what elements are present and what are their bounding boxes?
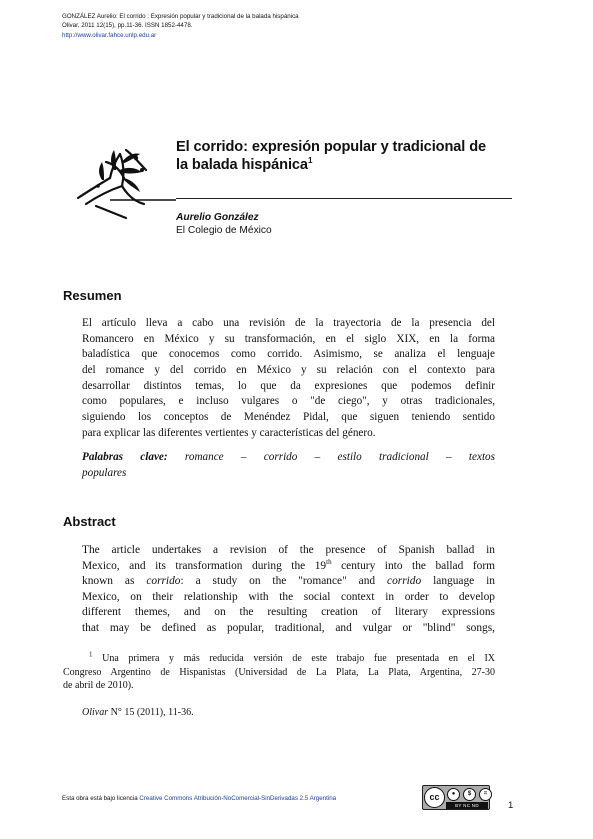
keywords-line-1: [82, 450, 495, 466]
footnote: [63, 652, 495, 693]
abstract-line: different themes, and on the resulting creation of literary expressions: [82, 606, 495, 619]
abstract-line: The article undertakes a revision of the presence of Spanish ballad in: [82, 544, 495, 556]
cc-badge-text: BY NC ND: [446, 802, 488, 809]
cc-license-badge[interactable]: [422, 785, 490, 810]
issue-details: N° 15 (2011), 11-36.: [108, 707, 194, 718]
corrido-term: corrido: [146, 575, 181, 588]
header-citation-line: GONZÁLEZ Aurelio: El corrido : Expresión popular y tradicional de la balada hispánica: [62, 13, 299, 20]
cc-icon: cc: [424, 787, 445, 808]
abstract-heading: Abstract: [63, 514, 116, 529]
abstract-paragraph: [82, 543, 495, 637]
resumen-line: del romance y del corrido en México y su relación con el contexto para: [82, 364, 495, 377]
header-url-link[interactable]: http://www.olivar.fahce.unlp.edu.ar: [62, 31, 157, 39]
abstract-line: [82, 559, 495, 575]
resumen-line: baladística que conocemos como corrido. Asimismo, se analiza el lenguaje: [82, 348, 495, 361]
abstract-line-text: language in: [421, 575, 495, 588]
by-person-icon: ●: [447, 788, 460, 801]
keywords: [82, 450, 495, 481]
issue-citation: [82, 707, 194, 718]
abstract-line: [82, 574, 495, 590]
abstract-line-text: Mexico, and its transformation during the 19: [82, 559, 327, 572]
footnote-line-2: Congreso Argentino de Hispanistas (Universidad de La Plata, La Plata, Argentina, 27-30: [63, 666, 495, 678]
abstract-line-text: century into the ballad form: [331, 559, 495, 572]
footnote-line-3: de abril de 2010).: [63, 680, 134, 692]
abstract-line: that may be defined as popular, traditional, and vulgar or "blind" songs,: [82, 621, 495, 634]
footnote-line-1: [63, 652, 495, 666]
running-header: [62, 12, 532, 40]
olivar-logo-icon: [76, 140, 176, 220]
resumen-heading: Resumen: [63, 288, 122, 303]
header-issn-line: Olivar, 2011 12(15), pp.11-36. ISSN 1852-4478.: [62, 22, 193, 30]
resumen-line: El artículo lleva a cabo una revisión de la trayectoria de la presencia del: [82, 317, 495, 329]
abstract-line-text: : a study on the "romance" and: [180, 575, 388, 588]
title-footnote-marker[interactable]: 1: [307, 155, 313, 165]
author-affiliation: El Colegio de México: [176, 225, 272, 236]
resumen-line: para explicar las diferentes vertientes y características del género.: [82, 426, 376, 439]
title-line-2: [176, 157, 521, 175]
resumen-line: desarrollar distintos temas, lo que da expresiones que podemos definir: [82, 379, 495, 392]
ordinal-suffix: th: [326, 557, 332, 566]
title-divider: [176, 198, 512, 199]
keywords-line-2: populares: [82, 466, 127, 479]
journal-name: Olivar: [82, 707, 109, 718]
resumen-paragraph: [82, 316, 495, 442]
license-prefix: Esta obra está bajo licencia: [62, 795, 140, 802]
corrido-term: corrido: [387, 575, 422, 588]
page-number: 1: [508, 800, 514, 811]
keywords-label: Palabras clave:: [82, 451, 168, 463]
footnote-text: Una primera y más reducida versión de este trabajo fue presentada en el IX: [102, 653, 496, 664]
title-line-1: El corrido: expresión popular y tradicional de: [176, 139, 487, 155]
license-notice: [62, 795, 336, 802]
noderivatives-icon: =: [479, 788, 492, 801]
title-line-2-text: la balada hispánica: [176, 156, 308, 173]
article-title: [176, 139, 521, 174]
abstract-line-text: known as: [82, 575, 147, 588]
resumen-line: siguiendo los conceptos de Menéndez Pidal, que siguen teniendo sentido: [82, 411, 495, 424]
author-name: Aurelio González: [176, 212, 259, 223]
noncommercial-icon: $: [463, 788, 476, 801]
license-link[interactable]: Creative Commons Atribución-NoComercial-SinDerivadas 2.5 Argentina: [139, 795, 337, 802]
cc-attribute-icons: [447, 788, 492, 801]
abstract-line: Mexico, on their relationship with the social context in order to develop: [82, 590, 495, 603]
resumen-line: Romancero en México y su transformación, en el siglo XIX, en la forma: [82, 332, 495, 345]
resumen-line: como populares, e incluso vulgares o "de ciego", y otras tradicionales,: [82, 395, 495, 408]
footnote-marker: 1: [89, 650, 93, 659]
keywords-text: romance – corrido – estilo tradicional – textos: [184, 451, 495, 463]
